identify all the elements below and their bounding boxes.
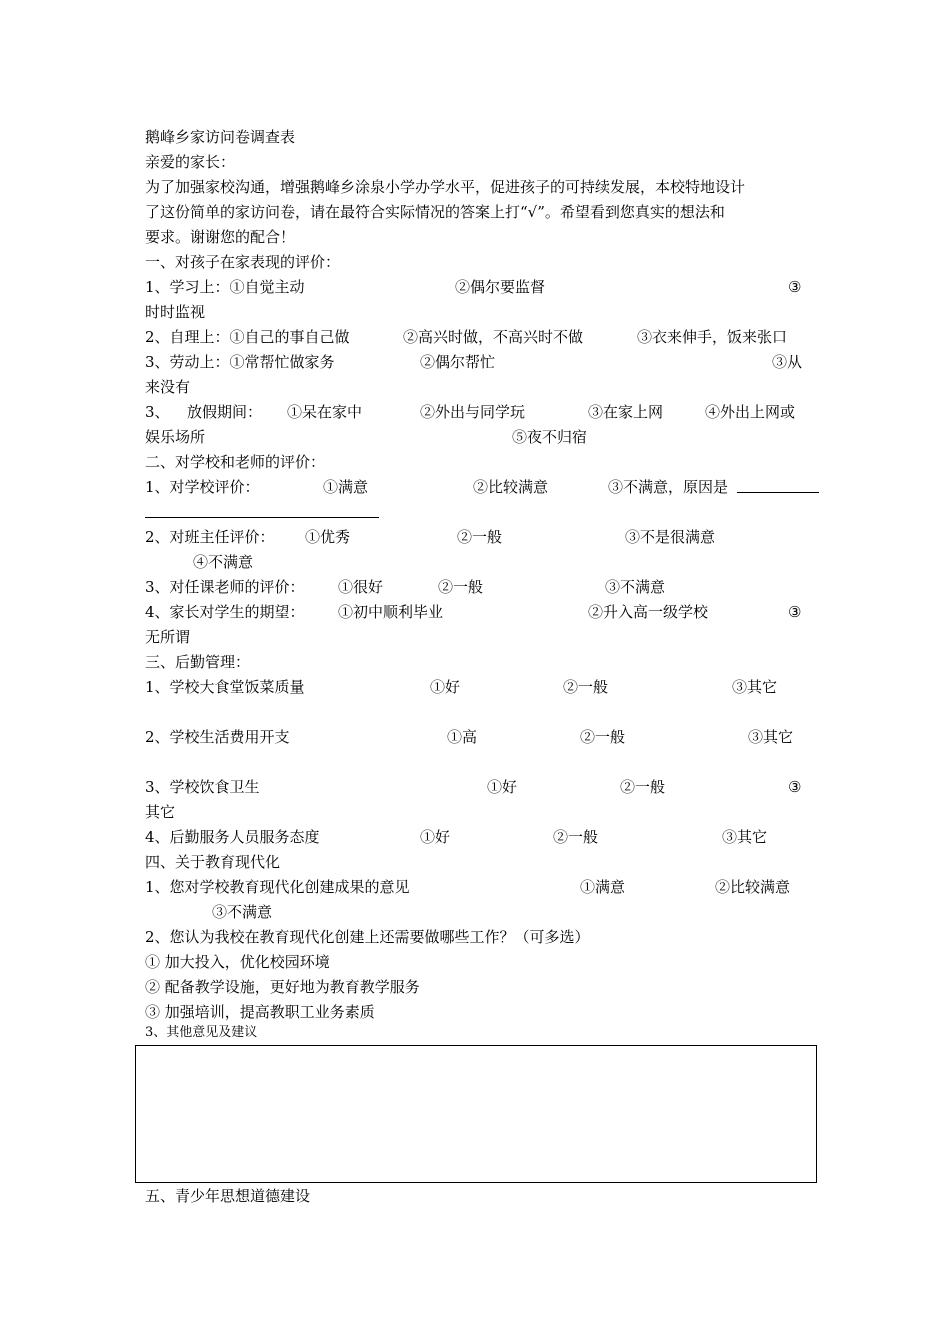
- s4-q3: [145, 1020, 825, 1045]
- s3-q3-cont: [145, 800, 825, 825]
- s2-q4-opt2[interactable]: ②升入高一级学校: [588, 603, 709, 621]
- s3-q4-opt2[interactable]: ②一般: [553, 828, 599, 846]
- s1-q4-opt4-cont[interactable]: 娱乐场所: [145, 428, 206, 446]
- s1-q1-cont: [145, 300, 825, 325]
- s3-q4-label: 4、后勤服务人员服务态度: [145, 828, 320, 846]
- s1-q2: [145, 325, 825, 350]
- s3-q3-label: 3、学校饮食卫生: [145, 778, 260, 796]
- s4-q1-label: 1、您对学校教育现代化创建成果的意见: [145, 878, 410, 896]
- s3-q2-opt1[interactable]: ①高: [447, 728, 478, 746]
- s1-q4-cont: [145, 425, 825, 450]
- s2-q1-opt2[interactable]: ②比较满意: [473, 478, 549, 496]
- greeting: 亲爱的家长：: [145, 153, 236, 171]
- s1-q4-label: 放假期间：: [187, 403, 263, 421]
- s2-q4-opt1[interactable]: ①初中顺利毕业: [338, 603, 444, 621]
- reason-blank-1[interactable]: [737, 492, 819, 493]
- suggestions-textarea[interactable]: [135, 1045, 817, 1183]
- s1-q1-opt3[interactable]: ③: [788, 278, 802, 296]
- s1-q3-label[interactable]: 3、劳动上：①常帮忙做家务: [145, 353, 335, 371]
- s2-q2-opt1[interactable]: ①优秀: [305, 528, 351, 546]
- s4-q1-opt2[interactable]: ②比较满意: [715, 878, 791, 896]
- s1-q1-opt2[interactable]: ②偶尔要监督: [455, 278, 546, 296]
- s2-q3-opt2[interactable]: ②一般: [438, 578, 484, 596]
- s2-q3-opt3[interactable]: ③不满意: [605, 578, 666, 596]
- s2-q1-label: 1、对学校评价：: [145, 478, 260, 496]
- s4-q2-opt1[interactable]: ① 加大投入，优化校园环境: [145, 953, 330, 971]
- s3-q4-opt3[interactable]: ③其它: [722, 828, 768, 846]
- s2-q2-opt3[interactable]: ③不是很满意: [625, 528, 716, 546]
- s4-q1-opt1[interactable]: ①满意: [580, 878, 626, 896]
- s1-q1: [145, 275, 825, 300]
- s4-q1-opt3[interactable]: ③不满意: [212, 903, 273, 921]
- s1-q2-label[interactable]: 2、自理上：①自己的事自己做: [145, 328, 350, 346]
- s1-q4: [145, 400, 825, 425]
- s4-q3-label: 3、其他意见及建议: [145, 1025, 258, 1040]
- s1-q4-opt1[interactable]: ①呆在家中: [287, 403, 363, 421]
- s1-q3-opt2[interactable]: ②偶尔帮忙: [420, 353, 496, 371]
- s3-q4: [145, 825, 825, 850]
- s3-q1-opt3[interactable]: ③其它: [732, 678, 778, 696]
- section5-heading: 五、青少年思想道德建设: [145, 1187, 311, 1205]
- section3-heading: 三、后勤管理：: [145, 653, 251, 671]
- s1-q3-opt3-cont[interactable]: 来没有: [145, 378, 191, 396]
- s3-q3-opt3[interactable]: ③: [788, 778, 802, 796]
- page-title: 鹅峰乡家访问卷调查表: [145, 128, 296, 146]
- s2-q1-opt1[interactable]: ①满意: [323, 478, 369, 496]
- s2-q1-opt3[interactable]: ③不满意，原因是: [608, 478, 729, 496]
- s3-q1-opt1[interactable]: ①好: [430, 678, 461, 696]
- s2-q4: [145, 600, 825, 625]
- s1-q1-label[interactable]: 1、学习上：①自觉主动: [145, 278, 305, 296]
- s3-q3-opt1[interactable]: ①好: [487, 778, 518, 796]
- section2-heading: 二、对学校和老师的评价：: [145, 453, 326, 471]
- s2-q1: [145, 475, 825, 500]
- s4-q2-opt1-line: [145, 950, 825, 975]
- s2-q3-opt1[interactable]: ①很好: [338, 578, 384, 596]
- s1-q4-opt2[interactable]: ②外出与同学玩: [420, 403, 526, 421]
- s4-q2-opt2[interactable]: ② 配备教学设施，更好地为教育教学服务: [145, 978, 420, 996]
- s4-q1-cont: [145, 900, 825, 925]
- s3-q2: [145, 725, 825, 750]
- s4-q2: [145, 925, 825, 950]
- s4-q2-opt2-line: [145, 975, 825, 1000]
- s3-q1-label: 1、学校大食堂饭菜质量: [145, 678, 305, 696]
- s2-q3-label: 3、对任课老师的评价：: [145, 578, 305, 596]
- s1-q3-opt3[interactable]: ③从: [772, 353, 803, 371]
- s2-q2-opt4[interactable]: ④不满意: [193, 553, 254, 571]
- s2-q2-opt2[interactable]: ②一般: [457, 528, 503, 546]
- s4-q2-opt3[interactable]: ③ 加强培训，提高教职工业务素质: [145, 1003, 375, 1021]
- s1-q2-opt3[interactable]: ③衣来伸手，饭来张口: [637, 328, 788, 346]
- s1-q4-num: 3、: [145, 403, 170, 421]
- s3-q2-label: 2、学校生活费用开支: [145, 728, 290, 746]
- section1-heading: 一、对孩子在家表现的评价：: [145, 253, 341, 271]
- s1-q1-opt3-cont[interactable]: 时时监视: [145, 303, 206, 321]
- reason-blank-2[interactable]: [145, 517, 379, 518]
- s1-q2-opt2[interactable]: ②高兴时做，不高兴时不做: [403, 328, 584, 346]
- s1-q4-opt5[interactable]: ⑤夜不归宿: [512, 428, 588, 446]
- section4-heading: 四、关于教育现代化: [145, 853, 281, 871]
- s2-q4-cont: [145, 625, 825, 650]
- s2-q4-label: 4、家长对学生的期望：: [145, 603, 305, 621]
- s1-q3: [145, 350, 825, 375]
- s1-q3-cont: [145, 375, 825, 400]
- s2-q2: [145, 525, 825, 550]
- intro-line-2: 了这份简单的家访问卷，请在最符合实际情况的答案上打“√”。希望看到您真实的想法和: [145, 203, 725, 221]
- s2-q2-cont: [145, 550, 825, 575]
- s3-q2-opt3[interactable]: ③其它: [748, 728, 794, 746]
- s4-q1: [145, 875, 825, 900]
- s3-q1-opt2[interactable]: ②一般: [563, 678, 609, 696]
- s3-q3-opt2[interactable]: ②一般: [620, 778, 666, 796]
- s1-q4-opt3[interactable]: ③在家上网: [588, 403, 664, 421]
- s1-q4-opt4[interactable]: ④外出上网或: [705, 403, 796, 421]
- s3-q2-opt2[interactable]: ②一般: [580, 728, 626, 746]
- intro-line-1: 为了加强家校沟通，增强鹅峰乡涂泉小学办学水平，促进孩子的可持续发展，本校特地设计: [145, 178, 746, 196]
- s3-q3: [145, 775, 825, 800]
- s2-q4-opt3-cont[interactable]: 无所谓: [145, 628, 191, 646]
- s3-q1: [145, 675, 825, 700]
- s4-q2-label: 2、您认为我校在教育现代化创建上还需要做哪些工作？（可多选）: [145, 928, 590, 946]
- s3-q3-opt3-cont[interactable]: 其它: [145, 803, 176, 821]
- s3-q4-opt1[interactable]: ①好: [420, 828, 451, 846]
- s2-q3: [145, 575, 825, 600]
- s2-q2-label: 2、对班主任评价：: [145, 528, 275, 546]
- intro-line-3: 要求。谢谢您的配合！: [145, 228, 296, 246]
- s2-q4-opt3[interactable]: ③: [788, 603, 802, 621]
